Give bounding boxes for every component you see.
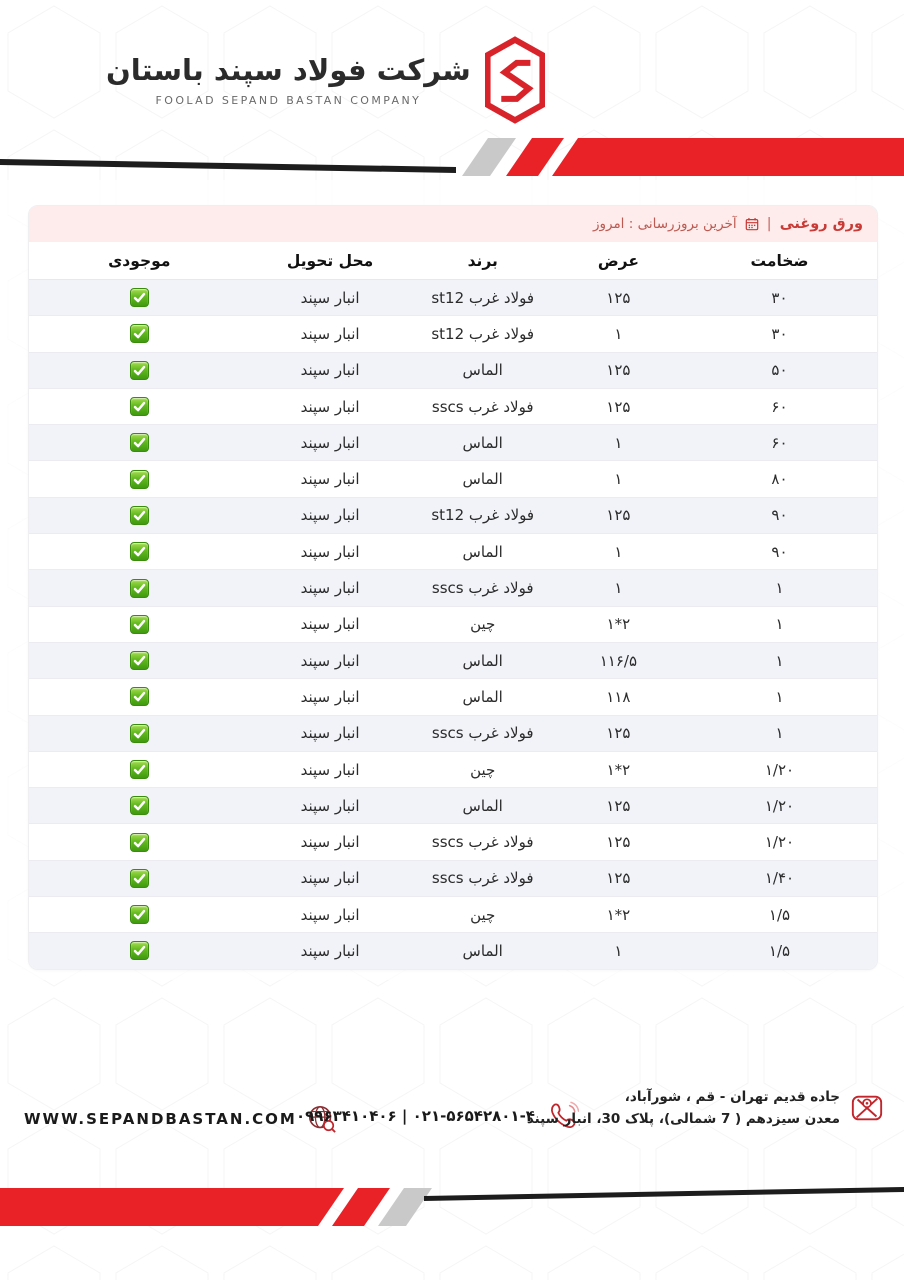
column-header-thickness: ضخامت: [750, 251, 809, 270]
column-header-brand: برند: [467, 251, 498, 270]
cell-stock: [29, 361, 249, 380]
cell-thickness: ۸۰: [771, 470, 788, 489]
table-row: [29, 861, 877, 897]
cell-delivery: انبار سپند: [300, 687, 360, 706]
cell-thickness: ۱/۵: [768, 905, 791, 924]
cell-stock: [29, 905, 249, 924]
cell-thickness: ۱: [775, 579, 784, 598]
table-row: [29, 534, 877, 570]
cell-delivery: انبار سپند: [300, 324, 360, 343]
footer-address-group: [527, 1086, 884, 1131]
cell-brand: فولاد غرب sscs: [431, 579, 534, 598]
table-row: [29, 316, 877, 352]
cell-width: ۱۲۵: [606, 397, 631, 416]
top-red-bar: [552, 138, 904, 176]
company-name-fa: شرکت فولاد سپند باستان: [106, 53, 471, 87]
bottom-ribbon-decoration: [0, 1180, 904, 1240]
bottom-black-line: [424, 1187, 904, 1201]
cell-stock: [29, 724, 249, 743]
table-row: [29, 679, 877, 715]
in-stock-check-icon: [130, 579, 149, 598]
cell-stock: [29, 324, 249, 343]
table-row: [29, 353, 877, 389]
column-header-stock: موجودی: [108, 251, 171, 270]
cell-stock: [29, 288, 249, 307]
top-red-slash: [506, 138, 564, 176]
cell-delivery: انبار سپند: [300, 905, 360, 924]
cell-width: ۱۱۸: [606, 687, 631, 706]
in-stock-check-icon: [130, 724, 149, 743]
cell-stock: [29, 542, 249, 561]
cell-delivery: انبار سپند: [300, 833, 360, 852]
table-body: [29, 280, 877, 969]
cell-width: ۱: [614, 470, 623, 489]
cell-brand: فولاد غرب st12: [431, 506, 535, 525]
cell-thickness: ۱: [775, 724, 784, 743]
table-row: [29, 389, 877, 425]
in-stock-check-icon: [130, 324, 149, 343]
in-stock-check-icon: [130, 905, 149, 924]
cell-brand: چین: [470, 760, 496, 779]
cell-width: ۱۲۵: [606, 796, 631, 815]
table-row: [29, 643, 877, 679]
column-header-delivery: محل تحویل: [286, 251, 374, 270]
table-row: [29, 716, 877, 752]
cell-delivery: انبار سپند: [300, 433, 360, 452]
cell-width: ۱۲۵: [606, 288, 631, 307]
cell-delivery: انبار سپند: [300, 470, 360, 489]
phone-numbers: ۰۹۹۶۳۴۱۰۴۰۶ | ۰۲۱-۵۶۵۴۲۸۰۱-۴: [296, 1107, 535, 1125]
table-row: [29, 824, 877, 860]
cell-thickness: ۱: [775, 687, 784, 706]
cell-delivery: انبار سپند: [300, 760, 360, 779]
cell-delivery: انبار سپند: [300, 651, 360, 670]
cell-delivery: انبار سپند: [300, 288, 360, 307]
cell-stock: [29, 397, 249, 416]
cell-delivery: انبار سپند: [300, 361, 360, 380]
cell-width: ۱*۲: [606, 760, 631, 779]
cell-delivery: انبار سپند: [300, 941, 360, 960]
bottom-red-slash: [332, 1188, 390, 1226]
in-stock-check-icon: [130, 470, 149, 489]
company-name-en: FOOLAD SEPAND BASTAN COMPANY: [155, 94, 422, 107]
cell-stock: [29, 579, 249, 598]
cell-width: ۱*۲: [606, 905, 631, 924]
cell-stock: [29, 941, 249, 960]
cell-thickness: ۱: [775, 615, 784, 634]
cell-stock: [29, 615, 249, 634]
table-row: [29, 425, 877, 461]
cell-brand: الماس: [462, 542, 503, 561]
map-location-icon: [850, 1091, 884, 1125]
table-row: [29, 897, 877, 933]
table-row: [29, 752, 877, 788]
table-title-bar: [29, 206, 877, 242]
cell-width: ۱۱۶/۵: [599, 651, 638, 670]
cell-thickness: ۶۰: [771, 397, 788, 416]
cell-brand: الماس: [462, 433, 503, 452]
cell-width: ۱: [614, 579, 623, 598]
website-url: WWW.SEPANDBASTAN.COM: [24, 1110, 297, 1128]
cell-stock: [29, 869, 249, 888]
in-stock-check-icon: [130, 869, 149, 888]
cell-brand: الماس: [462, 361, 503, 380]
table-row: [29, 498, 877, 534]
top-ribbon-decoration: [0, 128, 904, 188]
cell-brand: الماس: [462, 796, 503, 815]
cell-width: ۱: [614, 324, 623, 343]
in-stock-check-icon: [130, 796, 149, 815]
table-header-row: [29, 242, 877, 280]
cell-stock: [29, 760, 249, 779]
in-stock-check-icon: [130, 833, 149, 852]
cell-width: ۱۲۵: [606, 724, 631, 743]
cell-stock: [29, 796, 249, 815]
cell-thickness: ۱/۲۰: [764, 833, 795, 852]
cell-stock: [29, 651, 249, 670]
calendar-icon: [745, 217, 759, 231]
cell-width: ۱*۲: [606, 615, 631, 634]
cell-brand: الماس: [462, 687, 503, 706]
cell-delivery: انبار سپند: [300, 724, 360, 743]
table-row: [29, 607, 877, 643]
cell-delivery: انبار سپند: [300, 397, 360, 416]
in-stock-check-icon: [130, 288, 149, 307]
column-header-width: عرض: [597, 251, 639, 270]
cell-brand: فولاد غرب sscs: [431, 397, 534, 416]
in-stock-check-icon: [130, 542, 149, 561]
in-stock-check-icon: [130, 760, 149, 779]
top-gray-slash: [462, 138, 516, 176]
cell-brand: چین: [470, 615, 496, 634]
cell-brand: الماس: [462, 651, 503, 670]
table-row: [29, 461, 877, 497]
in-stock-check-icon: [130, 615, 149, 634]
in-stock-check-icon: [130, 397, 149, 416]
cell-width: ۱۲۵: [606, 506, 631, 525]
in-stock-check-icon: [130, 433, 149, 452]
cell-brand: فولاد غرب sscs: [431, 869, 534, 888]
footer-website-group: [24, 1104, 337, 1134]
cell-brand: فولاد غرب st12: [431, 288, 535, 307]
cell-stock: [29, 470, 249, 489]
bottom-red-bar: [0, 1188, 344, 1226]
cell-thickness: ۱/۴۰: [764, 869, 795, 888]
cell-thickness: ۱/۲۰: [764, 796, 795, 815]
cell-thickness: ۱/۵: [768, 941, 791, 960]
cell-delivery: انبار سپند: [300, 579, 360, 598]
company-logo-icon: [485, 36, 545, 124]
cell-width: ۱۲۵: [606, 833, 631, 852]
in-stock-check-icon: [130, 687, 149, 706]
in-stock-check-icon: [130, 361, 149, 380]
cell-brand: الماس: [462, 470, 503, 489]
cell-width: ۱۲۵: [606, 361, 631, 380]
table-row: [29, 933, 877, 968]
in-stock-check-icon: [130, 941, 149, 960]
cell-width: ۱۲۵: [606, 869, 631, 888]
cell-width: ۱: [614, 433, 623, 452]
cell-width: ۱: [614, 542, 623, 561]
cell-brand: چین: [470, 905, 496, 924]
cell-width: ۱: [614, 941, 623, 960]
cell-brand: فولاد غرب sscs: [431, 833, 534, 852]
cell-thickness: ۱/۲۰: [764, 760, 795, 779]
table-row: [29, 788, 877, 824]
cell-stock: [29, 506, 249, 525]
cell-delivery: انبار سپند: [300, 869, 360, 888]
cell-stock: [29, 433, 249, 452]
table-row: [29, 280, 877, 316]
in-stock-check-icon: [130, 651, 149, 670]
top-black-line: [0, 159, 456, 173]
last-update-label: آخرین بروزرسانی : امروز: [592, 216, 737, 232]
cell-brand: الماس: [462, 941, 503, 960]
address-line-2: معدن سیزدهم ( 7 شمالی)، پلاک 30، انبار سپند: [526, 1111, 840, 1128]
table-row: [29, 570, 877, 606]
cell-thickness: ۶۰: [771, 433, 788, 452]
title-separator: |: [766, 216, 772, 232]
address-line-1: جاده قدیم تهران - قم ، شورآباد،: [624, 1089, 840, 1105]
cell-delivery: انبار سپند: [300, 615, 360, 634]
header: [106, 36, 545, 124]
cell-stock: [29, 687, 249, 706]
price-table-card: [28, 205, 878, 970]
cell-delivery: انبار سپند: [300, 506, 360, 525]
cell-thickness: ۵۰: [771, 361, 788, 380]
cell-delivery: انبار سپند: [300, 542, 360, 561]
cell-thickness: ۹۰: [771, 506, 788, 525]
cell-thickness: ۱: [775, 651, 784, 670]
cell-brand: فولاد غرب st12: [431, 324, 535, 343]
cell-delivery: انبار سپند: [300, 796, 360, 815]
cell-thickness: ۳۰: [771, 288, 788, 307]
company-logo: [106, 53, 471, 107]
cell-thickness: ۹۰: [771, 542, 788, 561]
cell-thickness: ۳۰: [771, 324, 788, 343]
cell-brand: فولاد غرب sscs: [431, 724, 534, 743]
in-stock-check-icon: [130, 506, 149, 525]
cell-stock: [29, 833, 249, 852]
table-title: ورق روغنی: [779, 216, 863, 232]
